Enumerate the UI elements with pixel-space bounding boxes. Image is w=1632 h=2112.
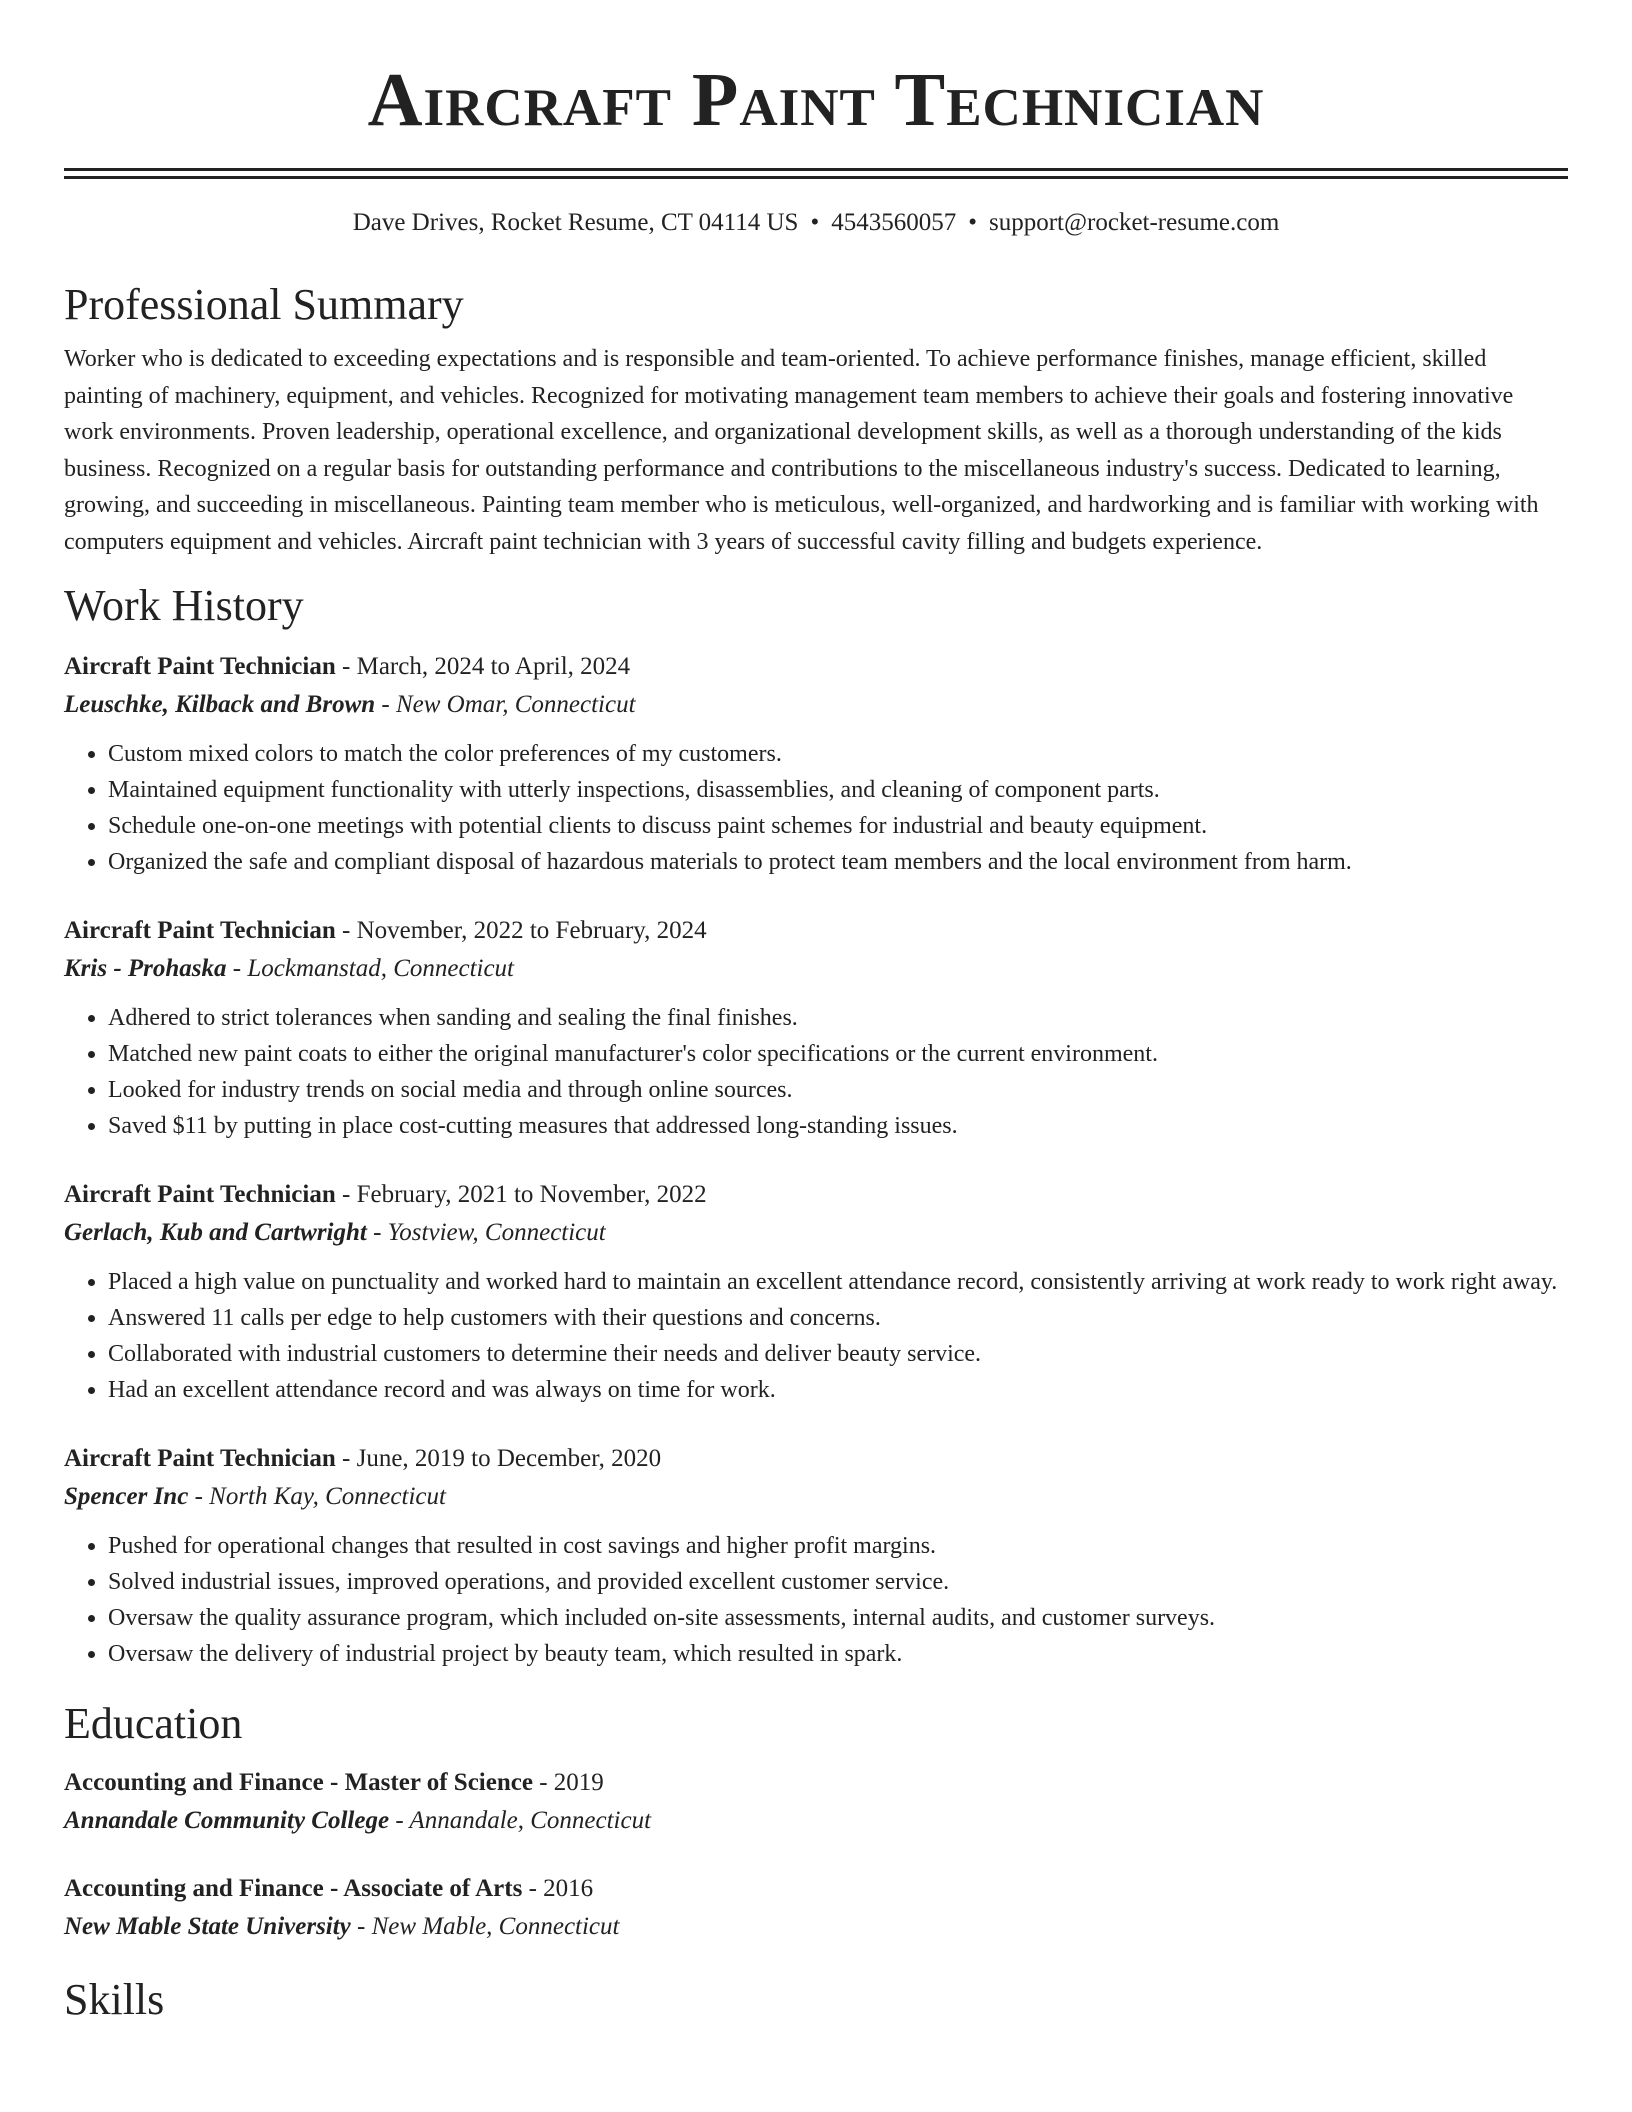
job-company: Kris - Prohaska [64,955,227,982]
job-title: Aircraft Paint Technician [64,1181,336,1208]
contact-phone: 4543560057 [831,209,957,236]
job-dates: - February, 2021 to November, 2022 [335,1181,707,1208]
job-bullets [64,736,1568,880]
job-company: Spencer Inc [64,1483,189,1510]
contact-email: support@rocket-resume.com [989,209,1280,236]
education-degree-line [64,1764,1568,1802]
job-company: Gerlach, Kub and Cartwright [64,1219,367,1246]
title-double-rule [64,168,1568,179]
job-bullets [64,1264,1568,1408]
job-title-line [64,912,1568,950]
job-entry [64,648,1568,880]
job-bullet: • Oversaw the delivery of industrial project by beauty team, which resulted in spark. [108,1636,1568,1672]
summary-text: Worker who is dedicated to exceeding expectations and is responsible and team-oriented. To achieve performance finishes, manage efficient, skilled painting of machinery, equipment, and vehicles. Recognized for motivating management team members to achieve their goals and fostering innovative work environments. Proven leadership, operational excellence, and organizational development skills, as well as a thorough understanding of the kids business. Recognized on a regular basis for outstanding performance and contributions to the miscellaneous industry's success. Dedicated to learning, growing, and succeeding in miscellaneous. Painting team member who is meticulous, well-organized, and hardworking and is familiar with working with computers equipment and vehicles. Aircraft paint technician with 3 years of successful cavity filling and budgets experience. [64,346,1539,555]
education-degree-line [64,1870,1568,1908]
job-bullet: • Placed a high value on punctuality and worked hard to maintain an excellent attendance record, consistently arriving at work ready to work right away. [108,1264,1568,1300]
job-location: - Yostview, Connecticut [366,1219,606,1246]
education-school: New Mable State University [64,1913,351,1940]
job-company: Leuschke, Kilback and Brown [64,691,376,718]
job-dates: - March, 2024 to April, 2024 [335,653,631,680]
job-company-line [64,1214,1568,1252]
job-title: Aircraft Paint Technician [64,917,336,944]
job-company-line [64,686,1568,724]
education-school: Annandale Community College [64,1807,390,1834]
education-location: - Annandale, Connecticut [389,1807,652,1834]
job-company-line [64,950,1568,988]
section-heading-skills: Skills [64,1975,165,2024]
contact-separator: • [810,209,820,236]
resume-title: Aircraft Paint Technician [367,58,1265,142]
contact-address: Dave Drives, Rocket Resume, CT 04114 US [352,209,799,236]
job-bullets [64,1528,1568,1672]
job-title: Aircraft Paint Technician [64,1445,336,1472]
education-entry [64,1764,1568,1840]
job-bullet: • Organized the safe and compliant disposal of hazardous materials to protect team members and the local environment from harm. [108,844,1568,880]
job-entry [64,1176,1568,1408]
job-location: - New Omar, Connecticut [375,691,636,718]
education-year: - 2019 [532,1769,604,1796]
education-degree: Accounting and Finance - Associate of Arts [64,1875,523,1902]
job-title: Aircraft Paint Technician [64,653,336,680]
job-entry [64,1440,1568,1672]
job-location: - Lockmanstad, Connecticut [226,955,514,982]
job-bullet: • Schedule one-on-one meetings with potential clients to discuss paint schemes for industrial and beauty equipment. [108,808,1568,844]
job-company-line [64,1478,1568,1516]
job-dates: - November, 2022 to February, 2024 [335,917,707,944]
job-title-line [64,1440,1568,1478]
job-entry [64,912,1568,1144]
job-bullet: • Maintained equipment functionality with utterly inspections, disassemblies, and cleaning of component parts. [108,772,1568,808]
job-bullet: • Solved industrial issues, improved operations, and provided excellent customer service. [108,1564,1568,1600]
education-location: - New Mable, Connecticut [350,1913,620,1940]
job-dates: - June, 2019 to December, 2020 [335,1445,662,1472]
job-title-line [64,1176,1568,1214]
job-bullet: • Matched new paint coats to either the original manufacturer's color specifications or the current environment. [108,1036,1568,1072]
section-heading-summary: Professional Summary [64,280,464,329]
job-bullets [64,1000,1568,1144]
contact-separator: • [968,209,977,236]
education-degree: Accounting and Finance - Master of Science [64,1769,533,1796]
education-school-line [64,1908,1568,1946]
section-heading-education: Education [64,1699,243,1748]
job-bullet: • Had an excellent attendance record and was always on time for work. [108,1372,1568,1408]
education-school-line [64,1802,1568,1840]
job-title-line [64,648,1568,686]
education-year: - 2016 [522,1875,594,1902]
job-location: - North Kay, Connecticut [188,1483,446,1510]
job-bullet: • Saved $11 by putting in place cost-cutting measures that addressed long-standing issues. [108,1108,1568,1144]
job-bullet: • Custom mixed colors to match the color preferences of my customers. [108,736,1568,772]
contact-line [64,207,1568,239]
job-bullet: • Adhered to strict tolerances when sanding and sealing the final finishes. [108,1000,1568,1036]
job-bullet: • Oversaw the quality assurance program, which included on-site assessments, internal audits, and customer surveys. [108,1600,1568,1636]
job-bullet: • Looked for industry trends on social media and through online sources. [108,1072,1568,1108]
job-bullet: • Collaborated with industrial customers to determine their needs and deliver beauty service. [108,1336,1568,1372]
job-bullet: • Answered 11 calls per edge to help customers with their questions and concerns. [108,1300,1568,1336]
education-entry [64,1870,1568,1946]
section-heading-work-history: Work History [64,581,304,630]
job-bullet: • Pushed for operational changes that resulted in cost savings and higher profit margins. [108,1528,1568,1564]
